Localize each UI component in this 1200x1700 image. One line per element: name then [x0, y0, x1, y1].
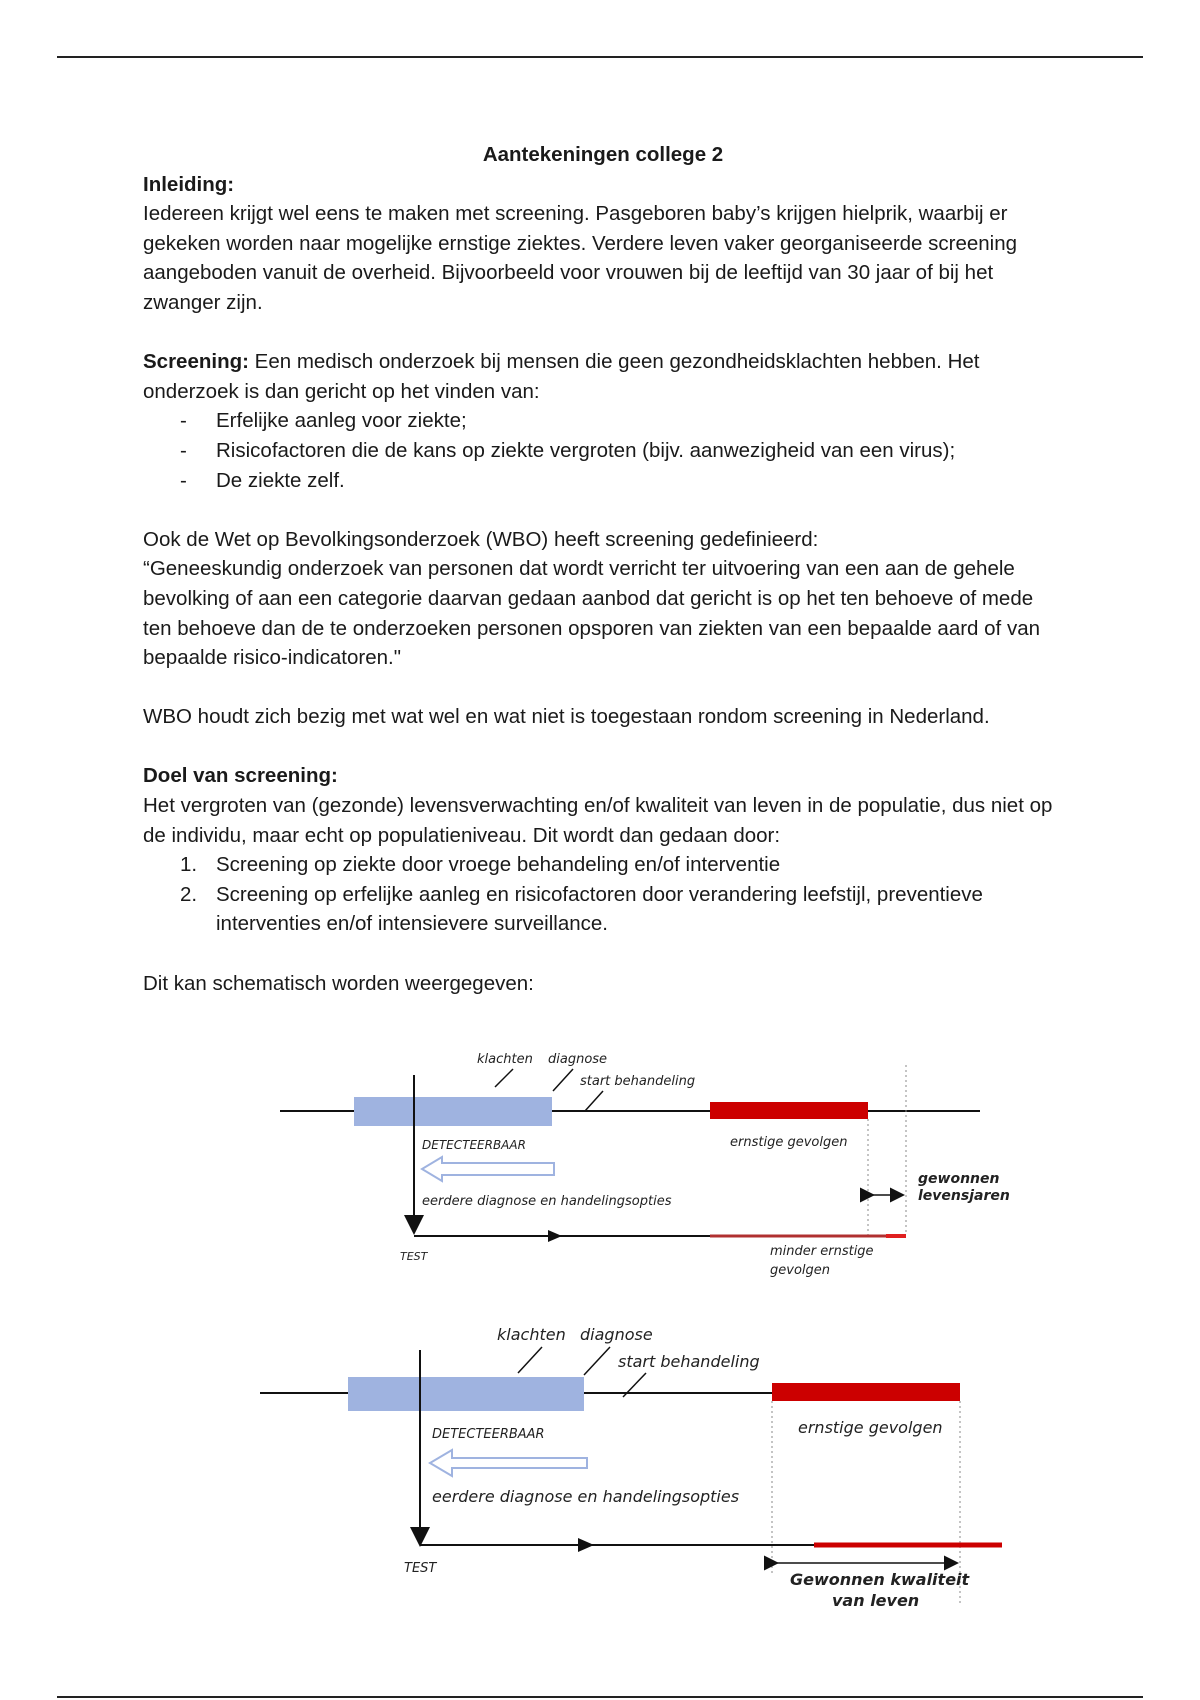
van-leven-label: van leven: [832, 1591, 920, 1610]
doel-paragraph: Het vergroten van (gezonde) levensverwachting en/of kwaliteit van leven in de populatie, dus niet op de individu, maar echt op populatieniveau. Dit wordt dan gedaan door:: [143, 794, 1053, 847]
eerdere-label: eerdere diagnose en handelingsopties: [432, 1487, 740, 1506]
lower-arrowhead: [578, 1538, 594, 1552]
diagnose-tick: [553, 1069, 573, 1091]
inleiding-heading: Inleiding:: [143, 172, 235, 196]
detecteerbaar-label: DETECTEERBAAR: [422, 1138, 526, 1152]
klachten-tick: [495, 1069, 513, 1087]
start-tick: [585, 1091, 603, 1111]
levensjaren-label: levensjaren: [918, 1188, 1010, 1204]
doel-heading: Doel van screening:: [143, 764, 338, 788]
schema-intro: Dit kan schematisch worden weergegeven:: [143, 971, 534, 995]
screening-term: Screening:: [143, 350, 249, 374]
list-item: 2. Screening op erfelijke aanleg en risicofactoren door verandering leefstijl, preventieve interventies en/of intensievere surveillance.: [180, 882, 983, 936]
test-label: TEST: [400, 1250, 428, 1263]
start-behandeling-label: start behandeling: [618, 1352, 760, 1371]
top-rule: [57, 56, 1143, 58]
screening-definition: Screening: Een medisch onderzoek bij mensen die geen gezondheidsklachten hebben. Het onderzoek is dan gericht op het vinden van:: [143, 350, 980, 403]
lower-arrowhead: [548, 1230, 562, 1242]
severe-bar: [710, 1102, 868, 1119]
diagnose-label: diagnose: [580, 1325, 653, 1344]
earlier-arrow-icon: [422, 1157, 554, 1181]
wbo-intro: Ook de Wet op Bevolkingsonderzoek (WBO) heeft screening gedefinieerd:: [143, 527, 819, 551]
list-item: - Risicofactoren die de kans op ziekte vergroten (bijv. aanwezigheid van een virus);: [143, 436, 1063, 466]
kwaliteit-label: Gewonnen kwaliteit: [790, 1570, 970, 1589]
wbo-note: WBO houdt zich bezig met wat wel en wat niet is toegestaan rondom screening in Nederland.: [143, 705, 990, 729]
gevolgen-label: gevolgen: [770, 1263, 830, 1278]
inleiding-paragraph: Iedereen krijgt wel eens te maken met screening. Pasgeboren baby’s krijgen hielprik, waarbij er gekeken worden naar mogelijke ernstige ziektes. Verdere leven vaker georganiseerde screening aangeboden vanuit de overheid. Bijvoorbeeld voor vrouwen bij de leeftijd van 30 jaar of bij het zwanger zijn.: [143, 202, 1018, 314]
page-title: Aantekeningen college 2: [482, 143, 724, 166]
klachten-tick: [518, 1347, 542, 1373]
severe-bar: [772, 1383, 960, 1401]
diagnose-label: diagnose: [548, 1052, 608, 1067]
ernstige-gevolgen-label: ernstige gevolgen: [798, 1418, 943, 1437]
gewonnen-label: gewonnen: [918, 1171, 1000, 1187]
list-item: 1. Screening op ziekte door vroege behandeling en/of interventie: [180, 853, 781, 877]
eerdere-label: eerdere diagnose en handelingsopties: [422, 1194, 672, 1209]
screening-diagram-1: [270, 1045, 1010, 1285]
diagnose-tick: [584, 1347, 610, 1375]
start-behandeling-label: start behandeling: [580, 1074, 696, 1089]
test-label: TEST: [404, 1561, 437, 1576]
document-body: [143, 140, 1063, 998]
earlier-arrow-icon: [430, 1450, 587, 1476]
list-item: - Erfelijke aanleg voor ziekte;: [143, 406, 1063, 436]
detectable-bar: [348, 1377, 584, 1411]
klachten-label: klachten: [497, 1325, 566, 1344]
minder-label: minder ernstige: [770, 1244, 874, 1259]
ernstige-gevolgen-label: ernstige gevolgen: [730, 1135, 848, 1150]
screening-diagram-2: [250, 1315, 1030, 1615]
detecteerbaar-label: DETECTEERBAAR: [432, 1427, 545, 1442]
wbo-quote: “Geneeskundig onderzoek van personen dat wordt verricht ter uitvoering van een aan de gehele bevolking of aan een categorie daarvan gedaan aanbod dat gericht is op het ten behoeve of mede ten behoeve dan de te onderzoeken personen opsporen van ziekten van een bepaalde aard of van bepaalde risico-indicatoren.": [143, 557, 1040, 670]
klachten-label: klachten: [477, 1052, 533, 1067]
screening-list: [143, 406, 1063, 495]
detectable-bar: [354, 1097, 552, 1126]
doel-list: [143, 850, 1063, 939]
bottom-rule: [57, 1696, 1143, 1698]
list-item: - De ziekte zelf.: [143, 466, 1063, 496]
